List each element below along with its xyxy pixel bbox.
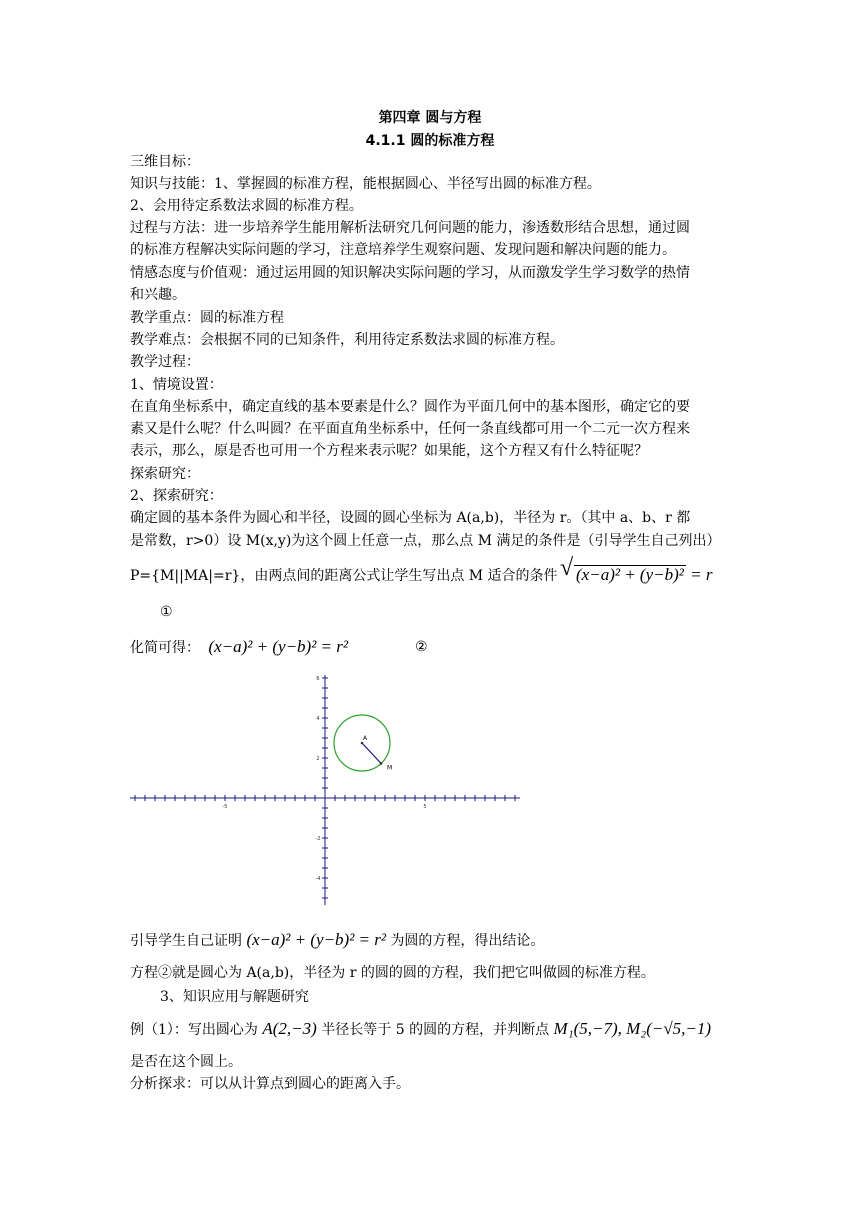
paragraph-line: 确定圆的基本条件为圆心和半径，设圆的圆心坐标为 A(a,b)，半径为 r。（其中 a、b、r 都 <box>130 510 691 526</box>
y-tick-label: 6 <box>316 676 320 682</box>
sqrt-expression: (x−a)² + (y−b)² <box>576 565 684 584</box>
paragraph-line: 教学重点：圆的标准方程 <box>130 310 284 326</box>
paragraph-line: 1、情境设置： <box>130 377 223 393</box>
paragraph-line: 2、探索研究： <box>130 488 223 504</box>
paragraph-line: 过程与方法：进一步培养学生能用解析法研究几何问题的能力，渗透数形结合思想，通过圆 <box>130 220 690 236</box>
center-point-dot <box>361 742 364 745</box>
center-label: A <box>363 735 368 742</box>
test-points: M₁(5,−7), M₂(−√5,−1) <box>553 1019 712 1038</box>
paragraph-line: 和兴趣。 <box>130 287 186 303</box>
paragraph-line: 三维目标： <box>130 154 200 170</box>
chapter-title: 第四章 圆与方程 <box>378 110 482 126</box>
circle-point-dot <box>380 762 383 765</box>
distance-text: P={M||MA|=r}，由两点间的距离公式让学生写出点 M 适合的条件 <box>130 568 558 584</box>
simplify-text: 化简可得： <box>130 640 200 656</box>
x-tick-label: 5 <box>423 804 427 810</box>
paragraph-line: 教学过程： <box>130 354 200 370</box>
proof-conclusion: 为圆的方程，得出结论。 <box>390 933 545 949</box>
radius-segment <box>362 743 381 763</box>
paragraph-line: 是否在这个圆上。 <box>130 1054 242 1070</box>
paragraph-line: 在直角坐标系中，确定直线的基本要素是什么？圆作为平面几何中的基本图形，确定它的要 <box>130 399 690 415</box>
paragraph-line-example <box>130 1020 711 1039</box>
point-label: M <box>387 764 393 772</box>
paragraph-line: 是常数，r>0）设 M(x,y)为这个圆上任意一点，那么点 M 满足的条件是（引导学生自己列出） <box>130 533 721 549</box>
proof-text: 引导学生自己证明 <box>130 933 242 949</box>
paragraph-line-proof <box>130 931 544 950</box>
equation-number-1: ① <box>160 604 173 620</box>
x-tick-label: -5 <box>222 804 228 810</box>
equals-r: = r <box>690 565 713 584</box>
paragraph-line: 素又是什么呢？什么叫圆？在平面直角坐标系中，任何一条直线都可用一个二元一次方程来 <box>130 421 690 437</box>
paragraph-line-simplify <box>130 638 348 657</box>
equation-number-2: ② <box>415 639 428 655</box>
paragraph-line: 知识与技能：1、掌握圆的标准方程，能根据圆心、半径写出圆的标准方程。 <box>130 176 601 192</box>
paragraph-line: 情感态度与价值观：通过运用圆的知识解决实际问题的学习，从而激发学生学习数学的热情 <box>130 265 690 281</box>
example-text: 例（1）：写出圆心为 <box>130 1022 258 1038</box>
paragraph-line: 的标准方程解决实际问题的学习，注意培养学生观察问题、发现问题和解决问题的能力。 <box>130 242 676 258</box>
center-point: A(2,−3) <box>262 1019 317 1038</box>
paragraph-line: 探索研究： <box>130 466 200 482</box>
paragraph-line: 3、知识应用与解题研究 <box>160 989 309 1005</box>
section-title: 4.1.1 圆的标准方程 <box>365 133 495 149</box>
y-tick-label: 2 <box>316 756 320 762</box>
paragraph-line: 分析探求：可以从计算点到圆心的距离入手。 <box>130 1076 410 1092</box>
y-tick-label: -2 <box>315 836 321 842</box>
standard-equation: (x−a)² + (y−b)² = r² <box>208 637 348 656</box>
paragraph-line: 表示，那么，原是否也可用一个方程来表示呢？如果能，这个方程又有什么特征呢？ <box>130 443 648 459</box>
paragraph-line: 教学难点：会根据不同的已知条件，利用待定系数法求圆的标准方程。 <box>130 332 564 348</box>
y-tick-label: 4 <box>316 716 320 722</box>
example-text-2: 半径长等于 5 的圆的方程，并判断点 <box>321 1022 550 1038</box>
distance-formula <box>562 565 712 584</box>
paragraph-line: 2、会用待定系数法求圆的标准方程。 <box>130 198 363 214</box>
y-tick-label: -4 <box>315 876 321 882</box>
coordinate-figure <box>130 670 530 910</box>
standard-equation-inline: (x−a)² + (y−b)² = r² <box>246 930 386 949</box>
paragraph-line: 方程②就是圆心为 A(a,b)，半径为 r 的圆的圆的方程，我们把它叫做圆的标准方程。 <box>130 965 655 981</box>
paragraph-line-distance <box>130 565 712 585</box>
